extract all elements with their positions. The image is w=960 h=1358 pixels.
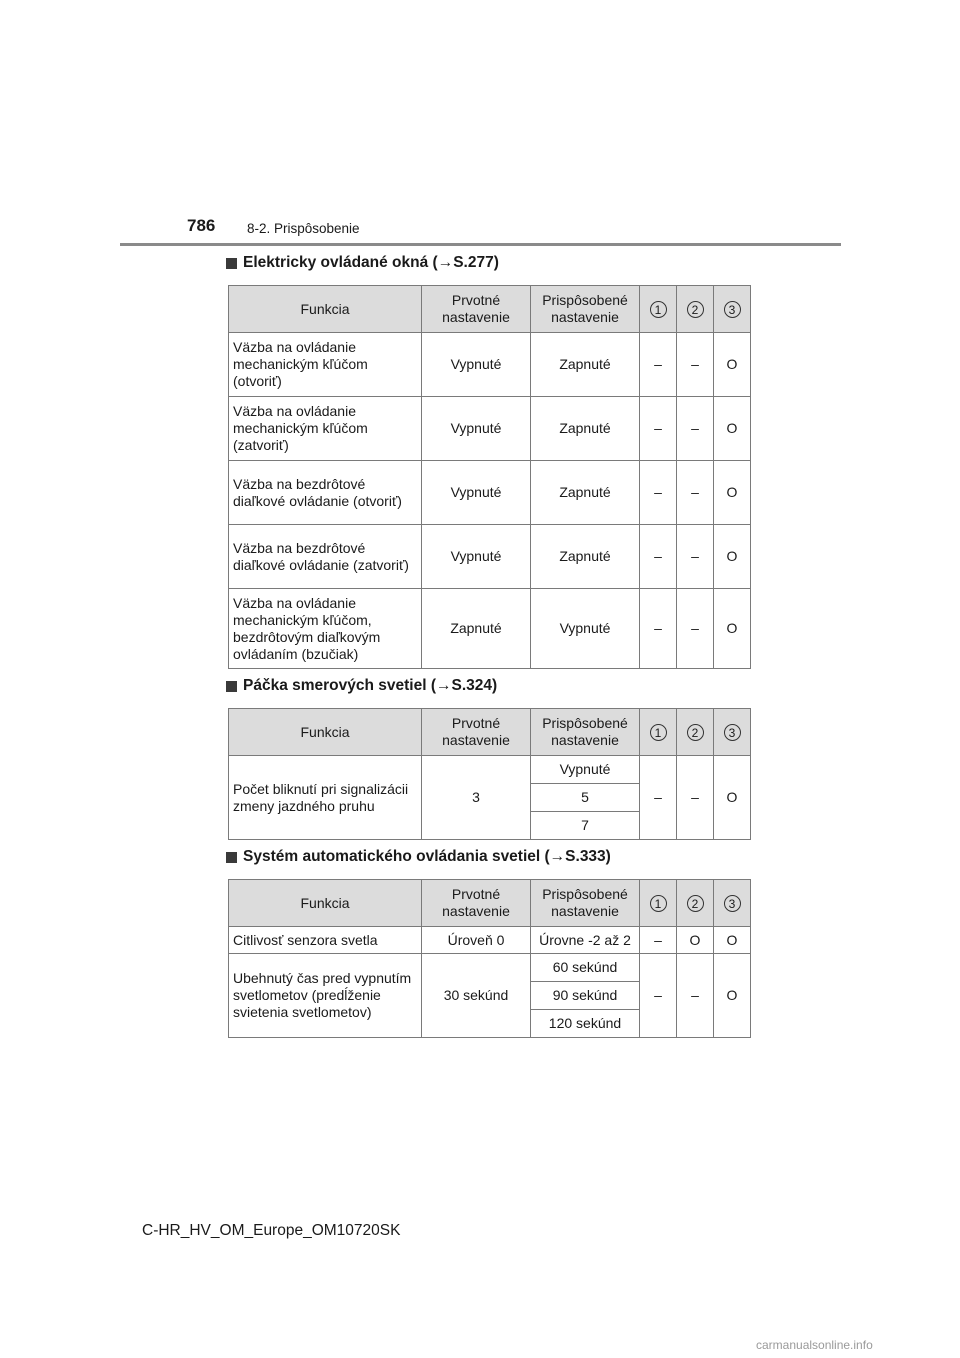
col2-cell: – <box>677 461 714 525</box>
chapter-title: 8-2. Prispôsobenie <box>247 221 360 236</box>
initial-cell: Vypnuté <box>422 397 531 461</box>
initial-cell: Zapnuté <box>422 589 531 669</box>
col3-cell: O <box>714 927 751 954</box>
col1-cell: – <box>640 756 677 840</box>
auto-lights-table <box>228 879 751 1038</box>
col1-cell: – <box>640 333 677 397</box>
col2-cell: – <box>677 954 714 1038</box>
initial-cell: Úroveň 0 <box>422 927 531 954</box>
section-title-text: Elektricky ovládané okná (→S.277) <box>243 254 499 271</box>
col3-cell: O <box>714 397 751 461</box>
col1-cell: – <box>640 954 677 1038</box>
col3-cell: O <box>714 589 751 669</box>
header-initial: Prvotné nastavenie <box>422 880 531 927</box>
function-cell: Väzba na bezdrôtové diaľkové ovládanie (zatvoriť) <box>229 525 422 589</box>
initial-cell: Vypnuté <box>422 461 531 525</box>
square-bullet-icon <box>226 852 237 863</box>
col2-cell: – <box>677 756 714 840</box>
header-initial: Prvotné nastavenie <box>422 709 531 756</box>
table-row <box>229 525 751 589</box>
header-function: Funkcia <box>229 286 422 333</box>
function-cell: Väzba na ovládanie mechanickým kľúčom (zatvoriť) <box>229 397 422 461</box>
section-title-text: Páčka smerových svetiel (→S.324) <box>243 677 498 694</box>
custom-cell: Vypnuté <box>531 589 640 669</box>
function-cell: Počet bliknutí pri signalizácii zmeny jazdného pruhu <box>229 756 422 840</box>
header-custom: Prispôsobené nastavenie <box>531 880 640 927</box>
circled-1-icon: 1 <box>650 895 667 912</box>
power-windows-table <box>228 285 751 669</box>
function-cell: Väzba na ovládanie mechanickým kľúčom (otvoriť) <box>229 333 422 397</box>
custom-cell: Zapnuté <box>531 333 640 397</box>
header-custom: Prispôsobené nastavenie <box>531 286 640 333</box>
initial-cell: Vypnuté <box>422 333 531 397</box>
custom-option-cell: 60 sekúnd <box>531 954 640 982</box>
col3-cell: O <box>714 756 751 840</box>
col3-cell: O <box>714 954 751 1038</box>
col3-cell: O <box>714 333 751 397</box>
table-row <box>229 589 751 669</box>
circled-2-icon: 2 <box>687 301 704 318</box>
col1-cell: – <box>640 927 677 954</box>
square-bullet-icon <box>226 681 237 692</box>
section-title-power-windows <box>226 254 499 272</box>
circled-2-icon: 2 <box>687 724 704 741</box>
custom-option-cell: 7 <box>531 812 640 840</box>
watermark: carmanualsonline.info <box>756 1338 873 1352</box>
circled-1-icon: 1 <box>650 301 667 318</box>
col2-cell: – <box>677 333 714 397</box>
function-cell: Väzba na ovládanie mechanickým kľúčom, bezdrôtovým diaľkovým ovládaním (bzučiak) <box>229 589 422 669</box>
custom-cell: Zapnuté <box>531 461 640 525</box>
col1-cell: – <box>640 589 677 669</box>
header-function: Funkcia <box>229 880 422 927</box>
function-cell: Citlivosť senzora svetla <box>229 927 422 954</box>
circled-2-icon: 2 <box>687 895 704 912</box>
col3-cell: O <box>714 525 751 589</box>
col2-cell: O <box>677 927 714 954</box>
custom-option-cell: 5 <box>531 784 640 812</box>
header-custom: Prispôsobené nastavenie <box>531 709 640 756</box>
col2-cell: – <box>677 397 714 461</box>
header-initial: Prvotné nastavenie <box>422 286 531 333</box>
circled-3-icon: 3 <box>724 895 741 912</box>
table-row <box>229 756 751 784</box>
custom-option-cell: Vypnuté <box>531 756 640 784</box>
col1-cell: – <box>640 525 677 589</box>
table-row <box>229 397 751 461</box>
initial-cell: 3 <box>422 756 531 840</box>
function-cell: Ubehnutý čas pred vypnutím svetlometov (predĺženie svietenia svetlometov) <box>229 954 422 1038</box>
table-header-row <box>229 286 751 333</box>
circled-1-icon: 1 <box>650 724 667 741</box>
table-row <box>229 927 751 954</box>
col1-cell: – <box>640 461 677 525</box>
header-function: Funkcia <box>229 709 422 756</box>
col2-cell: – <box>677 589 714 669</box>
table-row <box>229 461 751 525</box>
custom-option-cell: 90 sekúnd <box>531 982 640 1010</box>
col3-cell: O <box>714 461 751 525</box>
document-id: C-HR_HV_OM_Europe_OM10720SK <box>142 1222 401 1239</box>
page-number: 786 <box>187 216 216 235</box>
section-title-auto-lights <box>226 848 611 866</box>
turn-signal-table <box>228 708 751 840</box>
square-bullet-icon <box>226 258 237 269</box>
custom-cell: Úrovne -2 až 2 <box>531 927 640 954</box>
custom-cell: Zapnuté <box>531 525 640 589</box>
header-divider <box>120 243 841 246</box>
initial-cell: 30 sekúnd <box>422 954 531 1038</box>
function-cell: Väzba na bezdrôtové diaľkové ovládanie (otvoriť) <box>229 461 422 525</box>
col1-cell: – <box>640 397 677 461</box>
table-row <box>229 333 751 397</box>
table-row <box>229 954 751 982</box>
table-header-row <box>229 880 751 927</box>
initial-cell: Vypnuté <box>422 525 531 589</box>
circled-3-icon: 3 <box>724 724 741 741</box>
circled-3-icon: 3 <box>724 301 741 318</box>
custom-option-cell: 120 sekúnd <box>531 1010 640 1038</box>
table-header-row <box>229 709 751 756</box>
col2-cell: – <box>677 525 714 589</box>
custom-cell: Zapnuté <box>531 397 640 461</box>
section-title-text: Systém automatického ovládania svetiel (→S.333) <box>243 848 611 865</box>
section-title-turn-signal <box>226 677 497 695</box>
